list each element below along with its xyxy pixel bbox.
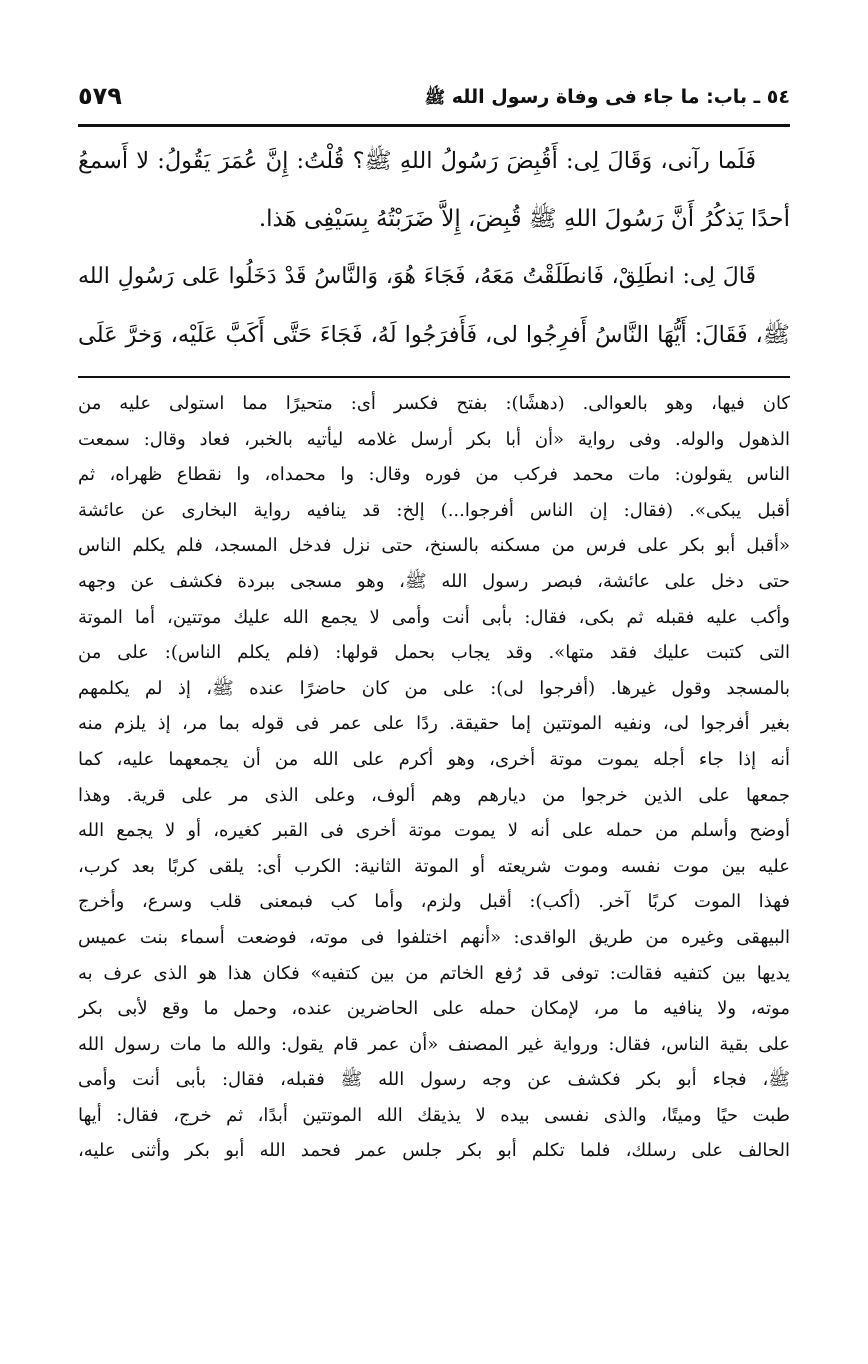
main-text-line: قَالَ لِى: انطَلِقْ، فَانطَلَقْتُ مَعَهُ، فَجَاءَ هُوَ، وَالنَّاسُ قَدْ دَخَلُوا عَلى رَسُولِ الله (78, 264, 756, 289)
main-text-line: أحدًا يَذكُرُ أَنَّ رَسُولَ اللهِ ﷺ قُبِضَ، إِلاَّ ضَرَبْتُهُ بِسَيْفِى هَذا. (258, 206, 790, 232)
note-line: كان فيها، وهو بالعوالى. (دهشًا): بفتح فكسر أى: متحيرًا مما استولى عليه من (78, 393, 790, 414)
commentary-notes (78, 386, 790, 1169)
note-line: البيهقى وغيره من طريق الواقدى: «أنهم اختلفوا فى موته، فوضعت أسماء بنت عميس (78, 926, 790, 948)
note-line: حتى دخل على عائشة، فبصر رسول الله ﷺ، وهو مسجى ببردة فكشف عن وجهه (78, 570, 790, 592)
note-line: طبت حيًا وميتًا، والذى نفسى بيده لا يذيقك الله الموتتين أبدًا، ثم خرج، فقال: أيها (78, 1104, 790, 1126)
note-line: بغير أفرجوا لى، ونفيه الموتتين إما حقيقة. ردًا على عمر فى قوله بما مر، إذ يلزم منه (78, 713, 790, 735)
note-line: على بقية الناس، فقال: ورواية غير المصنف «أن عمر قام يقول: والله ما مات رسول الله (78, 1033, 790, 1055)
main-text-line: ﷺ، فَقَالَ: أَيُّهَا النَّاسُ أَفرِجُوا لى، فَأَفرَجُوا لَهُ، فَجَاءَ حَتَّى أَكَبَّ عَلَيْه، وَخرَّ عَلَى (78, 322, 790, 348)
note-line: الناس يقولون: مات محمد فركب من فوره وقال: وا محمداه، وا نقطاع ظهراه، ثم (78, 464, 790, 486)
note-line: أنه إذا جاء أجله يموت موتة أخرى، وهو أكرم على الله من أن يجمعهما عليه، كما (78, 748, 790, 770)
main-text (78, 132, 790, 364)
note-line: الحالف على رسلك، فلما تكلم أبو بكر جلس عمر فحمد الله أبو بكر وأثنى عليه، (78, 1140, 790, 1162)
page-header (78, 82, 790, 122)
note-line: التى كتبت عليك فقد متها». وقد يجاب بحمل قولها: (فلم يكلم الناس): على من (78, 642, 790, 664)
salla-ligature: ﷺ (424, 88, 446, 108)
note-line: وأكب عليه فقبله ثم بكى، فقال: بأبى أنت وأمى لا يجمع الله عليك موتتين، أما الموتة (78, 606, 790, 628)
header-rule (78, 124, 790, 127)
note-line: عليه بين موت نفسه وموت شريعته أو الموتة الثانية: الكرب أى: يلقى كربًا بعد كرب، (78, 855, 790, 877)
note-line: فهذا الموت كربًا آخر. (أكب): أقبل ولزم، وأما كب فبمعنى قلب وسرع، وأخرج (78, 891, 790, 913)
note-line: «أقبل أبو بكر على فرس من مسكنه بالسنخ، حتى نزل فدخل المسجد، فلم يكلم الناس (78, 535, 790, 557)
page-number: ٥٧٩ (78, 82, 122, 110)
note-line: الذهول والوله. وفى رواية «أن أبا بكر أرسل غلامه ليأتيه بالخبر، فعاد وقال: سمعت (78, 428, 790, 450)
chapter-title (425, 86, 790, 112)
note-line: يديها بين كتفيه فقالت: توفى قد رُفع الخاتم من بين كتفيه» فكان هذا هو الذى عرف به (78, 962, 790, 984)
note-line: جمعها على الذين خرجوا من ديارهم وهم ألوف، وعلى الذى مر على قرية. وهذا (78, 784, 790, 806)
note-line: موته، ولا ينافيه ما مر، لإمكان حمله على الحاضرين عنده، وحمل ما وقع لأبى بكر (78, 998, 790, 1020)
chapter-title-text: ٥٤ ـ باب: ما جاء فى وفاة رسول الله (451, 86, 790, 108)
footnote-separator (78, 376, 790, 378)
note-line: أقبل يبكى». (فقال: إن الناس أفرجوا...) إلخ: قد ينافيه رواية البخارى عن عائشة (78, 499, 790, 521)
note-line: ﷺ، فجاء أبو بكر فكشف عن وجه رسول الله ﷺ فقبله، فقال: بأبى أنت وأمى (78, 1069, 790, 1091)
main-text-line: فَلَما رآنى، وَقَالَ لِى: أَقُبِضَ رَسُولُ اللهِ ﷺ؟ قُلْتُ: إِنَّ عُمَرَ يَقُولُ: لا أَسمعُ (78, 148, 756, 174)
note-line: بالمسجد وقول غيرها. (أفرجوا لى): على من كان حاضرًا عنده ﷺ، إذ لم يكلمهم (78, 677, 790, 699)
note-line: أوضح وأسلم من حمله على أنه لا يموت موتة أخرى فى القبر كغيره، أو لا يجمع الله (78, 820, 790, 842)
